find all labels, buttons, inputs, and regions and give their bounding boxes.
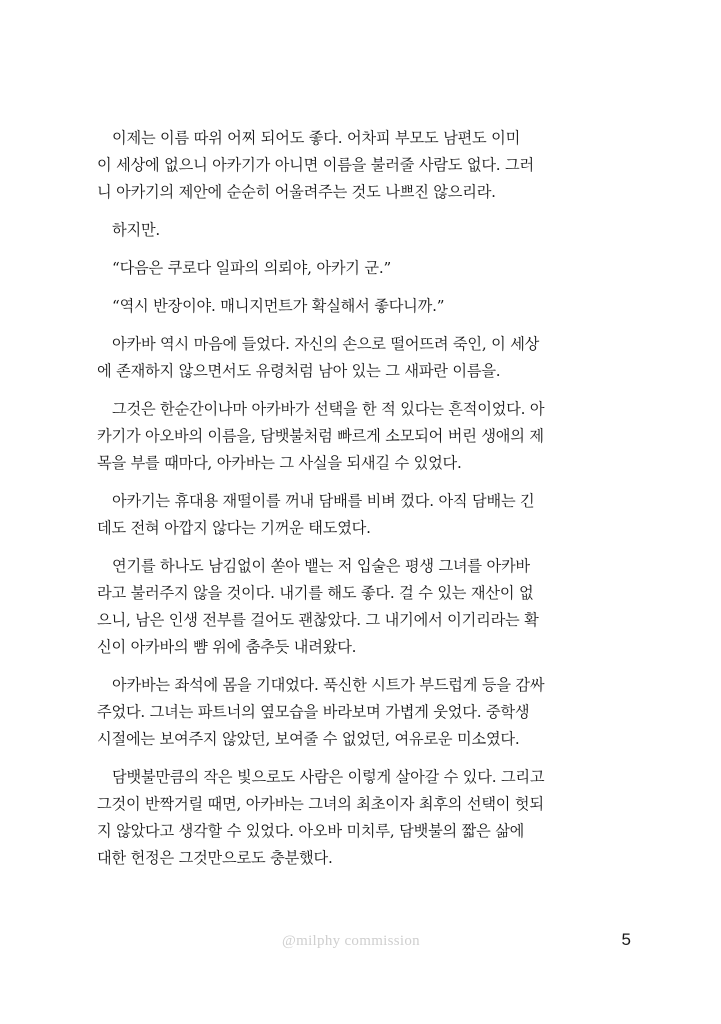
paragraph-dialogue: “역시 반장이야. 매니지먼트가 확실해서 좋다니까.” — [112, 297, 445, 315]
paragraph: 담뱃불만큼의 작은 빛으로도 사람은 이렇게 살아갈 수 있다. 그리고 그것이 반짝거릴 때면, 아카바는 그녀의 최초이자 최후의 선택이 헛되 지 않았다고 생각할 수 있었다. 아오바 미치루, 담뱃불의 짧은 삶에 대한 헌정은 그것만으로도 충분했다. — [97, 768, 545, 867]
paragraph: 하지만. — [112, 221, 161, 239]
paragraph: 이제는 이름 따위 어찌 되어도 좋다. 어차피 부모도 남편도 이미 이 세상에 없으니 아카기가 아니면 이름을 불러줄 사람도 없다. 그러 니 아카기의 제안에 순순히 어울려주는 것도 나쁘진 않으리라. — [97, 129, 534, 201]
paragraph: 아카바 역시 마음에 들었다. 자신의 손으로 떨어뜨려 죽인, 이 세상 에 존재하지 않으면서도 유령처럼 남아 있는 그 새파란 이름을. — [97, 335, 540, 380]
paragraph: 연기를 하나도 남김없이 쏟아 뱉는 저 입술은 평생 그녀를 아카바 라고 불러주지 않을 것이다. 내기를 해도 좋다. 걸 수 있는 재산이 없 으니, 남은 인생 전부를 걸어도 괜찮았다. 그 내기에서 이기리라는 확 신이 아카바의 뺨 위에 춤추듯 내려왔다. — [97, 557, 539, 656]
commission-watermark: @milphy commission — [282, 933, 420, 949]
page-number: 5 — [621, 930, 631, 949]
paragraph-dialogue: “다음은 쿠로다 일파의 의뢰야, 아카기 군.” — [112, 259, 392, 277]
paragraph: 아카바는 좌석에 몸을 기대었다. 푹신한 시트가 부드럽게 등을 감싸 주었다. 그녀는 파트너의 옆모습을 바라보며 가볍게 웃었다. 중학생 시절에는 보여주지 않았던, 보여줄 수 없었던, 여유로운 미소였다. — [97, 676, 545, 748]
paragraph: 그것은 한순간이나마 아카바가 선택을 한 적 있다는 흔적이었다. 아 카기가 아오바의 이름을, 담뱃불처럼 빠르게 소모되어 버린 생애의 제 목을 부를 때마다, 아카바는 그 사실을 되새길 수 있었다. — [97, 400, 545, 472]
paragraph: 아카기는 휴대용 재떨이를 꺼내 담배를 비벼 껐다. 아직 담배는 긴 데도 전혀 아깝지 않다는 기꺼운 태도였다. — [97, 492, 535, 537]
body-text — [97, 125, 633, 883]
